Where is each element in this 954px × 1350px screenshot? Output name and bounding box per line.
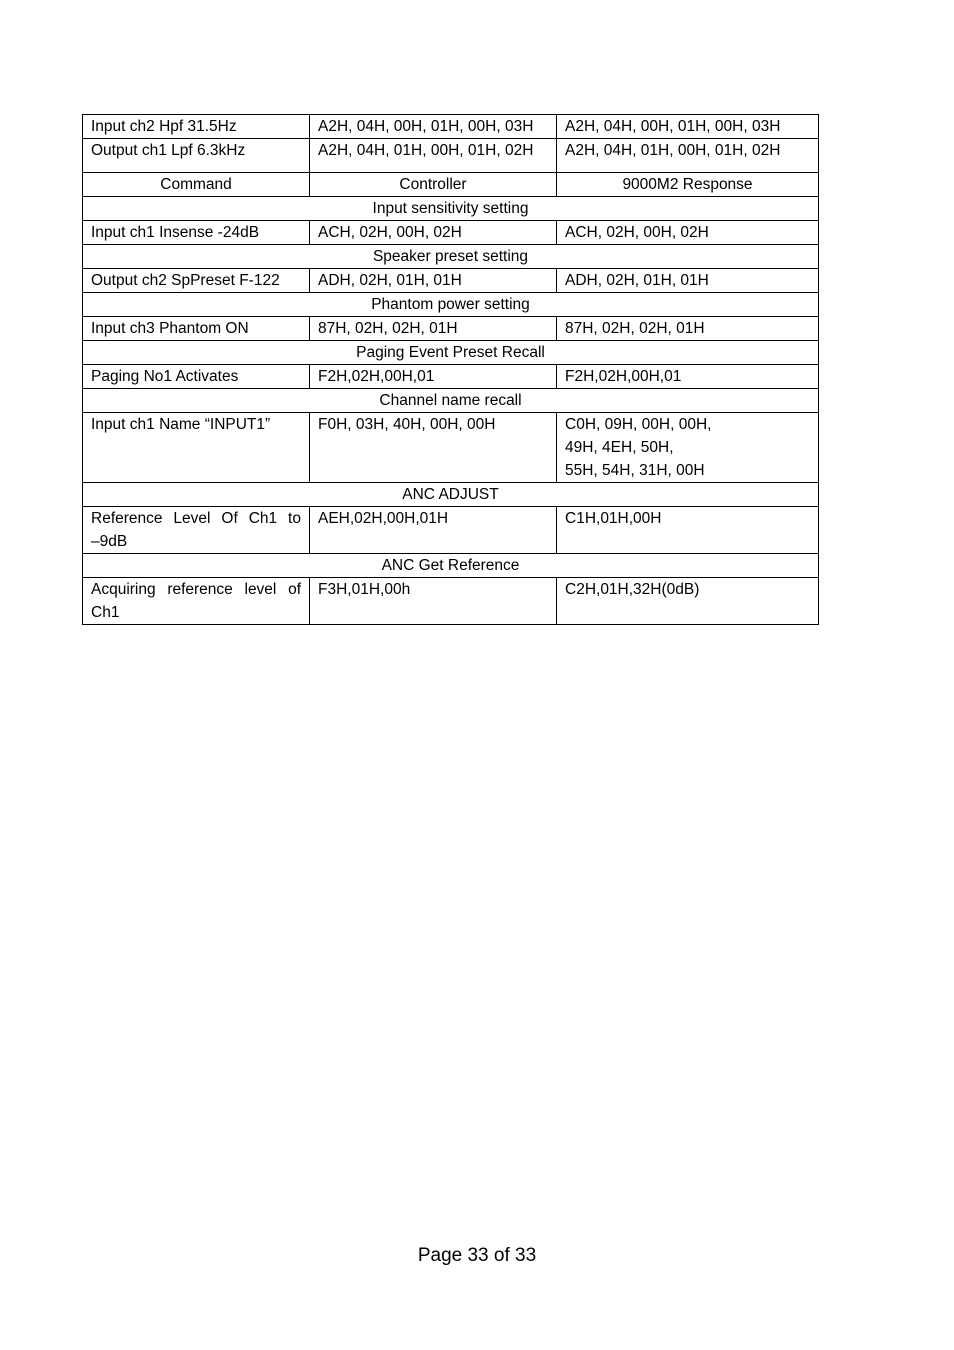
header-controller: Controller <box>310 173 557 197</box>
controller-cell: F3H,01H,00h <box>310 578 557 625</box>
controller-cell: A2H, 04H, 00H, 01H, 00H, 03H <box>310 115 557 139</box>
section-title-row <box>83 483 819 507</box>
controller-cell: ADH, 02H, 01H, 01H <box>310 269 557 293</box>
command-cell: Output ch2 SpPreset F-122 <box>83 269 310 293</box>
section-title: Phantom power setting <box>83 293 819 317</box>
section-title-row <box>83 389 819 413</box>
command-cell <box>83 507 310 554</box>
controller-cell: ACH, 02H, 00H, 02H <box>310 221 557 245</box>
response-cell: ADH, 02H, 01H, 01H <box>557 269 819 293</box>
section-title: ANC Get Reference <box>83 554 819 578</box>
command-line: –9dB <box>91 533 128 550</box>
response-cell: F2H,02H,00H,01 <box>557 365 819 389</box>
command-cell: Input ch1 Name “INPUT1” <box>83 413 310 483</box>
section-title: Channel name recall <box>83 389 819 413</box>
command-cell <box>83 578 310 625</box>
command-cell: Input ch2 Hpf 31.5Hz <box>83 115 310 139</box>
controller-cell: F0H, 03H, 40H, 00H, 00H <box>310 413 557 483</box>
response-cell: ACH, 02H, 00H, 02H <box>557 221 819 245</box>
table-header-row <box>83 173 819 197</box>
table-row <box>83 413 819 483</box>
table-row <box>83 507 819 554</box>
table-row <box>83 269 819 293</box>
response-line: 49H, 4EH, 50H, <box>565 439 674 456</box>
response-line: C0H, 09H, 00H, 00H, <box>565 416 712 433</box>
section-title-row <box>83 554 819 578</box>
command-cell: Input ch1 Insense -24dB <box>83 221 310 245</box>
header-response: 9000M2 Response <box>557 173 819 197</box>
section-title: Speaker preset setting <box>83 245 819 269</box>
response-cell: C2H,01H,32H(0dB) <box>557 578 819 625</box>
section-title-row <box>83 197 819 221</box>
response-cell: A2H, 04H, 01H, 00H, 01H, 02H <box>557 139 819 173</box>
response-cell: C1H,01H,00H <box>557 507 819 554</box>
table-row <box>83 317 819 341</box>
section-title: Input sensitivity setting <box>83 197 819 221</box>
command-cell: Input ch3 Phantom ON <box>83 317 310 341</box>
response-cell: 87H, 02H, 02H, 01H <box>557 317 819 341</box>
command-line: Acquiring reference level of <box>91 581 301 598</box>
section-title: Paging Event Preset Recall <box>83 341 819 365</box>
controller-cell: 87H, 02H, 02H, 01H <box>310 317 557 341</box>
header-command: Command <box>83 173 310 197</box>
controller-cell: AEH,02H,00H,01H <box>310 507 557 554</box>
section-title-row <box>83 341 819 365</box>
command-cell: Output ch1 Lpf 6.3kHz <box>83 139 310 173</box>
controller-cell: A2H, 04H, 01H, 00H, 01H, 02H <box>310 139 557 173</box>
command-line: Ch1 <box>91 604 120 621</box>
command-table-continued <box>82 114 819 173</box>
response-cell: A2H, 04H, 00H, 01H, 00H, 03H <box>557 115 819 139</box>
section-title-row <box>83 245 819 269</box>
table-row <box>83 578 819 625</box>
table-row <box>83 365 819 389</box>
section-title-row <box>83 293 819 317</box>
controller-cell: F2H,02H,00H,01 <box>310 365 557 389</box>
table-row <box>83 115 819 139</box>
table-row <box>83 221 819 245</box>
response-line: 55H, 54H, 31H, 00H <box>565 462 705 479</box>
command-line: Reference Level Of Ch1 to <box>91 510 301 527</box>
section-title: ANC ADJUST <box>83 483 819 507</box>
command-cell: Paging No1 Activates <box>83 365 310 389</box>
command-table <box>82 172 819 625</box>
table-row <box>83 139 819 173</box>
page-number: Page 33 of 33 <box>417 1245 537 1266</box>
response-cell <box>557 413 819 483</box>
